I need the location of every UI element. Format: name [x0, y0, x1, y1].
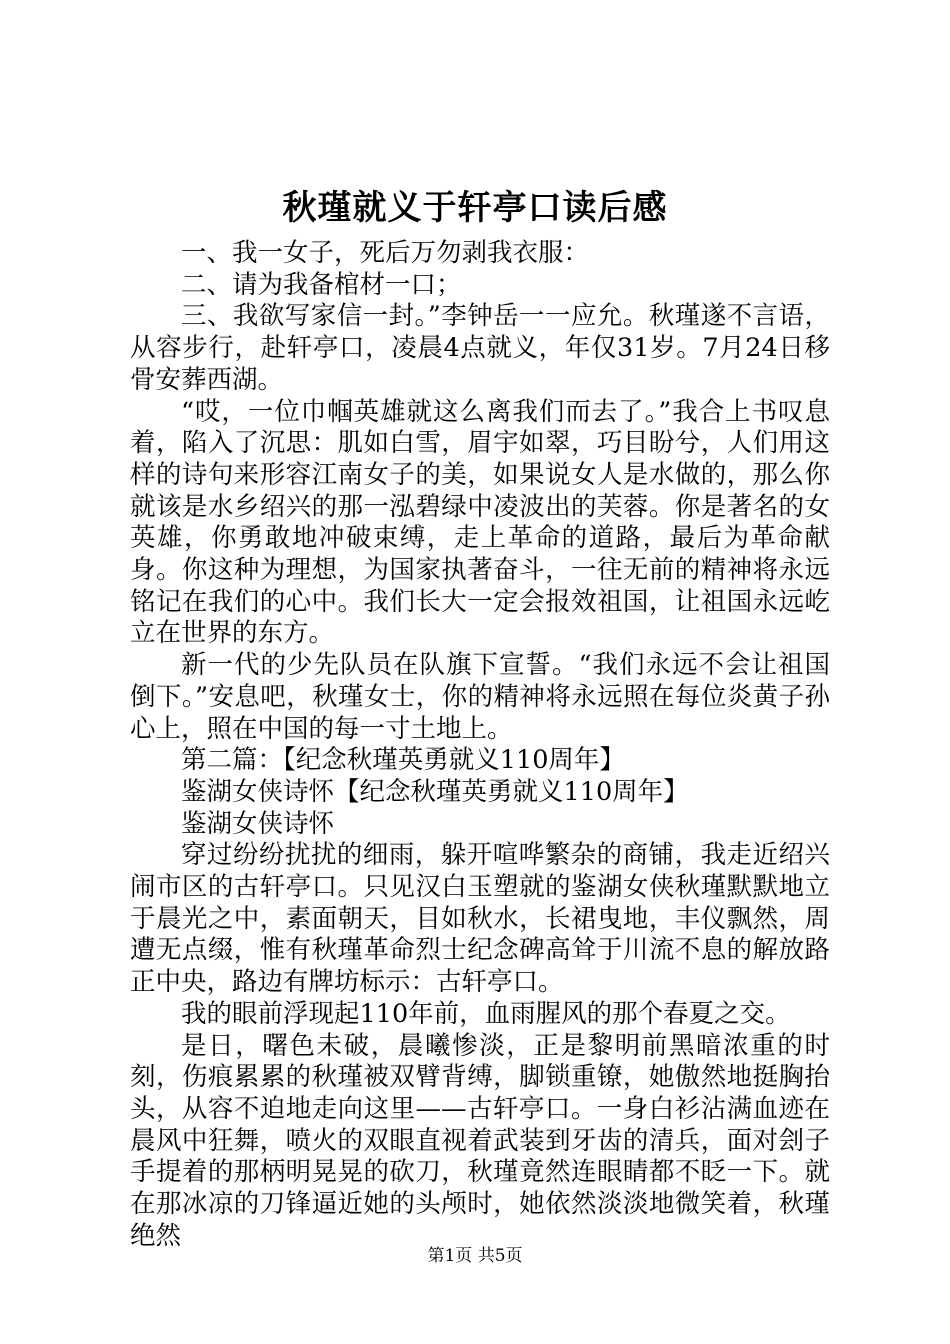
paragraph-1: 一、我一女子，死后万勿剥我衣服： [181, 238, 590, 268]
subheading-poem: 鉴湖女侠诗怀 [181, 808, 335, 839]
paragraph-2: 二、请为我备棺材一口； [181, 269, 462, 300]
subheading-poem-title: 鉴湖女侠诗怀【纪念秋瑾英勇就义110周年】 [181, 776, 689, 807]
paragraph-3: 三、我欲写家信一封。”李钟岳一一应允。秋瑾遂不言语，从容步行，赴轩亭口，凌晨4点就义，年仅31岁。7月24日移骨安葬西湖。 [130, 301, 830, 395]
page-number-footer: 第1页 共5页 [427, 1246, 523, 1266]
document-body [130, 238, 830, 1253]
paragraph-6: 穿过纷纷扰扰的细雨，躲开喧哗繁杂的商铺，我走近绍兴闹市区的古轩亭口。只见汉白玉塑就的鉴湖女侠秋瑾默默地立于晨光之中，素面朝天，目如秋水，长裙曳地，丰仪飘然，周遭无点缀，惟有秋瑾革命烈士纪念碑高耸于川流不息的解放路正中央，路边有牌坊标示：古轩亭口。 [130, 840, 830, 998]
document-title: 秋瑾就义于轩亭口读后感 [282, 188, 668, 228]
section-heading-second-part: 第二篇：【纪念秋瑾英勇就义110周年】 [181, 745, 625, 776]
paragraph-4: “哎，一位巾帼英雄就这么离我们而去了。”我合上书叹息着，陷入了沉思：肌如白雪，眉宇如翠，巧目盼兮，人们用这样的诗句来形容江南女子的美，如果说女人是水做的，那么你就该是水乡绍兴的那一泓碧绿中凌波出的芙蓉。你是著名的女英雄，你勇敢地冲破束缚，走上革命的道路，最后为革命献身。你这种为理想，为国家执著奋斗，一往无前的精神将永远铭记在我们的心中。我们长大一定会报效祖国，让祖国永远屹立在世界的东方。 [130, 396, 830, 649]
paragraph-8: 是日，曙色未破，晨曦惨淡，正是黎明前黑暗浓重的时刻，伤痕累累的秋瑾被双臂背缚，脚锁重镣，她傲然地挺胸抬头，从容不迫地走向这里——古轩亭口。一身白衫沾满血迹在晨风中狂舞，喷火的双眼直视着武装到牙齿的清兵，面对刽子手提着的那柄明晃晃的砍刀，秋瑾竟然连眼睛都不眨一下。就在那冰凉的刀锋逼近她的头颅时，她依然淡淡地微笑着，秋瑾绝然 [130, 1030, 830, 1251]
paragraph-7: 我的眼前浮现起110年前，血雨腥风的那个春夏之交。 [181, 998, 791, 1029]
paragraph-5: 新一代的少先队员在队旗下宣誓。“我们永远不会让祖国倒下。”安息吧，秋瑾女士，你的精神将永远照在每位炎黄子孙心上，照在中国的每一寸土地上。 [130, 650, 830, 744]
